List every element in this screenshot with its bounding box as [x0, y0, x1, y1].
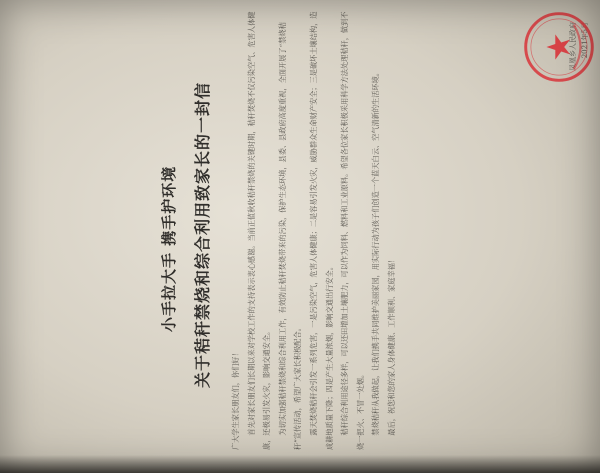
- letter-paragraph: 最后，祝您和您的家人身体健康、工作顺利、家庭幸福！: [386, 255, 396, 436]
- letter-title: 关于秸秆禁烧和综合利用致家长的一封信: [193, 81, 212, 388]
- letter-date: 2021年5月: [581, 22, 589, 59]
- letter-paragraph: 为切实加强秸秆禁烧和综合利用工作，有效防止秸秆焚烧带来的污染，保护生态环境，县委、县政府高度重视，全面开展了“禁烧秸秆”宣传活动，希望广大家长积极配合。: [277, 22, 303, 450]
- letter-paragraph: 禁烧秸秆从我做起，让我们携手共同维护美丽家园，用实际行动为孩子们创造一个蓝天白云、空气清新的生活环境。: [371, 69, 381, 436]
- letter-signature: 凤凰乡人民政府: [569, 22, 577, 71]
- letter-body: [228, 10, 400, 450]
- letter-greeting: 广大学生家长朋友们，你们好！: [231, 349, 240, 450]
- letter-paragraph: 首先对家长朋友们长期以来对学校工作的支持表示衷心感谢。当前正值秋收秸秆禁烧的关键时期，秸秆焚烧不仅污染空气、危害人体健康，还极易引发火灾，影响交通安全。: [246, 11, 272, 450]
- letter-headline: 小手拉大手 携手护环境: [160, 165, 178, 332]
- letter-paragraph: 秸秆综合利用途径多样，可以还田增加土壤肥力，可以作为饲料、燃料和工业原料。希望各位家长积极采用科学方法处理秸秆，做到不烧一把火、不冒一处烟。: [340, 11, 365, 450]
- letter-sheet: [40, 0, 600, 470]
- official-seal-icon: [522, 10, 596, 84]
- photo-bottom-edge: [0, 455, 600, 473]
- letter-paragraph: 露天焚烧秸秆会引发一系列危害，一是污染空气，危害人体健康；二是容易引发火灾，威胁群众生命财产安全；三是破坏土壤结构，造成耕地质量下降；四是产生大量浓烟，影响交通出行安全。: [308, 11, 334, 450]
